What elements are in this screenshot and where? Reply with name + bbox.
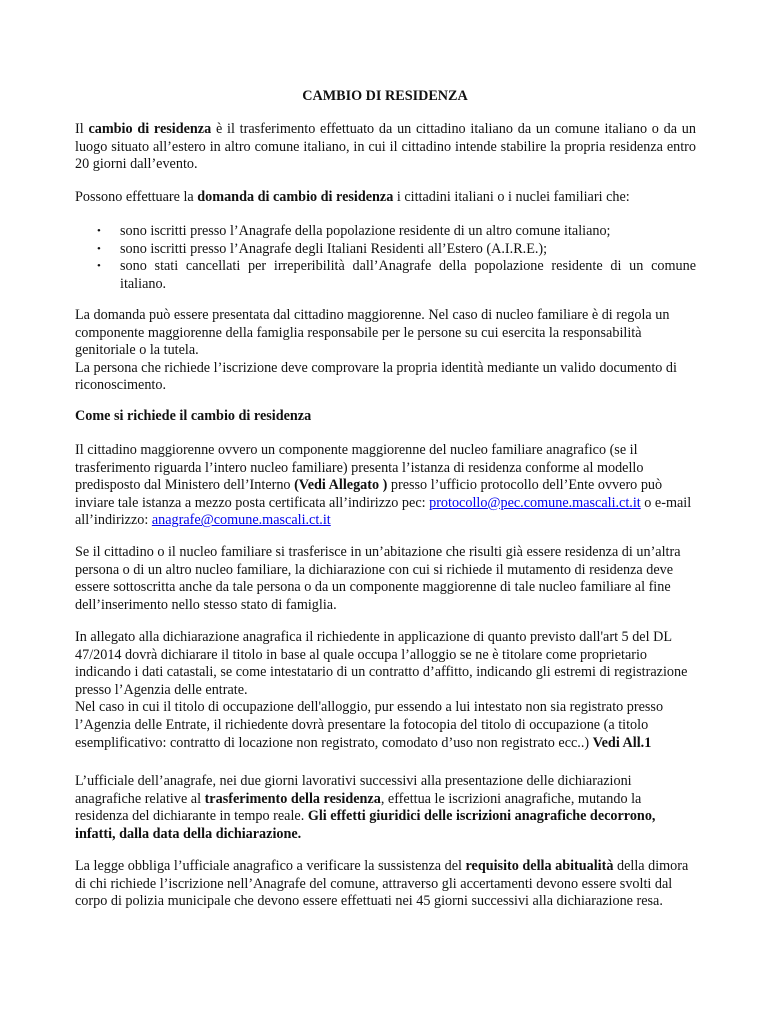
bold-statement: Gli effetti giuridici delle iscrizioni anagrafiche decorrono, infatti, dalla data della dichiarazione. bbox=[75, 808, 656, 842]
paragraph-eligibility bbox=[75, 189, 696, 207]
section-heading bbox=[75, 408, 696, 426]
attachment-ref: Vedi All.1 bbox=[592, 734, 652, 751]
bold-term: requisito della abitualità bbox=[465, 858, 614, 874]
paragraph-title-occupancy bbox=[75, 629, 696, 752]
text-line bbox=[75, 699, 696, 752]
text-run: Nel caso in cui il titolo di occupazione dell'alloggio, pur essendo a lui intestato non sia registrato presso l’Agenzia delle Entrate, il richiedente dovrà presentare la fotocopia del titolo di occupazione (a titolo esemplificativo: contratto di locazione non registrato, comodato d’uso non registrato ecc..) bbox=[75, 699, 664, 751]
text-run: presso l’ufficio protocollo dell’Ente ovvero può inviare tale istanza a mezzo posta certificata all’indirizzo pec: bbox=[75, 477, 663, 511]
list-item: • sono stati cancellati per irreperibilità dall’Anagrafe della popolazione residente di un comune italiano. bbox=[75, 258, 696, 293]
text-run: della dimora di chi richiede l’iscrizione nell’Anagrafe del comune, attraverso gli accertamenti devono essere svolti dal corpo di polizia municipale che devono essere effettuati nei 45 giorni successivi alla dichiarazione resa. bbox=[75, 858, 689, 910]
attachment-ref: (Vedi Allegato ) bbox=[294, 477, 388, 494]
list-item: • sono iscritti presso l’Anagrafe della popolazione residente di un altro comune italiano; bbox=[75, 223, 696, 241]
text-line: La domanda può essere presentata dal cittadino maggiorenne. Nel caso di nucleo familiare è di regola un componente maggiorenne della famiglia responsabile per le persone su cui esercita la responsabilità genitoriale o la tutela. bbox=[75, 307, 670, 359]
text-run: è il trasferimento effettuato da un cittadino italiano da un comune italiano o da un luogo situato all’estero in altro comune italiano, in cui il cittadino intende stabilire la propria residenza entro 20 giorni dall’evento. bbox=[75, 121, 696, 173]
text-run: o e-mail all’indirizzo: bbox=[75, 494, 692, 529]
bold-term: cambio di residenza bbox=[88, 121, 212, 137]
text-run: i cittadini italiani o i nuclei familiari che: bbox=[393, 189, 630, 205]
paragraph-how-to bbox=[75, 442, 696, 530]
heading-text: Come si richiede il cambio di residenza bbox=[75, 408, 312, 424]
bold-term: trasferimento della residenza bbox=[204, 790, 381, 807]
text-run: L’ufficiale dell’anagrafe, nei due giorni lavorativi successivi alla presentazione delle dichiarazioni anagrafiche relative al bbox=[75, 773, 632, 807]
paragraph-registration bbox=[75, 773, 696, 843]
paragraph-definition bbox=[75, 121, 696, 174]
text-run: , effettua le iscrizioni anagrafiche, mutando la residenza del dichiarante in tempo reale. bbox=[75, 790, 642, 825]
text-run: Il bbox=[75, 121, 89, 137]
text-line: In allegato alla dichiarazione anagrafica il richiedente in applicazione di quanto previsto dall'art 5 del DL 47/2014 dovrà dichiarare il titolo in base al quale occupa l’alloggio se ne è titolare come proprietario indicando i dati catastali, se come intestatario di un contratto d’affitto, indicando gli estremi di registrazione presso l’Agenzia delle entrate. bbox=[75, 629, 688, 698]
text-line: La persona che richiede l’iscrizione deve comprovare la propria identità mediante un valido documento di riconoscimento. bbox=[75, 359, 677, 394]
text-run: La legge obbliga l’ufficiale anagrafico a verificare la sussistenza del bbox=[75, 858, 466, 874]
paragraph-verification bbox=[75, 858, 696, 911]
email-link[interactable]: anagrafe@comune.mascali.ct.it bbox=[151, 512, 331, 529]
text-run: Il cittadino maggiorenne ovvero un componente maggiorenne del nucleo familiare anagrafico (se il trasferimento riguarda l’intero nucleo familiare) presenta l’istanza di residenza conforme al modello predisposto dal Ministero dell’Interno bbox=[75, 442, 644, 494]
eligibility-list bbox=[75, 223, 696, 293]
pec-email-link[interactable]: protocollo@pec.comune.mascali.ct.it bbox=[429, 494, 641, 511]
paragraph-applicant bbox=[75, 307, 696, 395]
list-item: • sono iscritti presso l’Anagrafe degli Italiani Residenti all’Estero (A.I.R.E.); bbox=[75, 241, 696, 259]
text-run: Possono effettuare la bbox=[75, 189, 198, 205]
bold-term: domanda di cambio di residenza bbox=[197, 189, 394, 205]
document-title: CAMBIO DI RESIDENZA bbox=[302, 88, 468, 104]
paragraph-shared-dwelling: Se il cittadino o il nucleo familiare si trasferisce in un’abitazione che risulti già essere residenza di un’altra persona o di un altro nucleo familiare, la dichiarazione con cui si richiede il mutamento di residenza deve essere sottoscritta anche da tale persona o da un componente maggiorenne di tale nucleo familiare al fine dell’inserimento nello stesso stato di famiglia. bbox=[75, 544, 681, 613]
